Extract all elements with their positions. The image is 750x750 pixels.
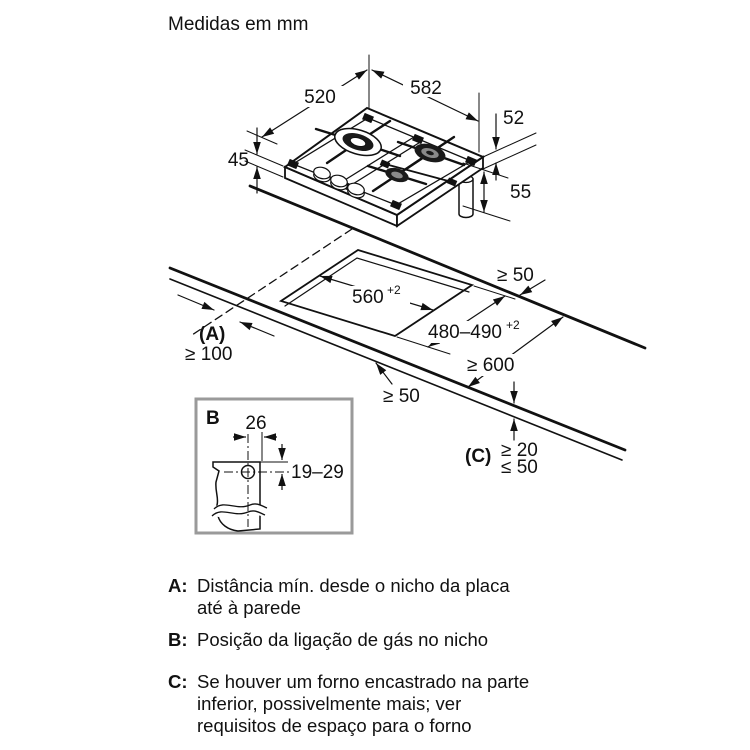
- inset-b-key: B: [206, 408, 220, 429]
- legend-key-b: B:: [168, 629, 188, 650]
- dimension-582: [372, 70, 478, 121]
- side-clearance-key: (A): [199, 324, 226, 345]
- legend-text-b: Posição da ligação de gás no nicho: [197, 629, 489, 650]
- legend-text-c: Se houver um forno encastrado na parte inferior, possivelmente mais; ver requisitos de espaço para o forno: [197, 671, 530, 736]
- legend-row-b: [168, 629, 488, 651]
- legend-key-c: C:: [168, 671, 188, 692]
- legend-key-a: A:: [168, 575, 188, 596]
- page-title: Medidas em mm: [168, 14, 309, 35]
- worktop-depth-label: ≥ 600: [467, 355, 515, 376]
- legend-row-a: [168, 575, 510, 619]
- thickness-min-label: ≥ 20: [501, 440, 538, 461]
- dimension-side-clearance: [178, 295, 274, 365]
- gas-offset-label: 26: [245, 413, 267, 434]
- front-clearance-label: ≥ 50: [383, 386, 420, 407]
- hob-depth-label: 520: [304, 87, 336, 108]
- cutout-depth-tolerance: +2: [506, 318, 520, 332]
- dimension-worktop-thickness: [465, 382, 538, 478]
- hob-below-counter-label: 55: [510, 182, 532, 203]
- thickness-max-label: ≤ 50: [501, 457, 538, 478]
- dimension-52: [496, 108, 524, 180]
- cutout-width-label: 560: [352, 287, 384, 308]
- cutout-depth-label: 480–490: [428, 322, 502, 343]
- side-clearance-label: ≥ 100: [185, 344, 233, 365]
- hob-profile-height-label: 52: [503, 108, 525, 129]
- legend-text-a: Distância mín. desde o nicho da placa até à parede: [197, 575, 510, 618]
- rear-clearance-label: ≥ 50: [497, 265, 534, 286]
- hob-isometric-drawing: [228, 55, 536, 226]
- thickness-key: (C): [465, 446, 492, 467]
- cutout-width-tolerance: +2: [387, 283, 401, 297]
- hob-edge-height-label: 45: [227, 150, 249, 171]
- dimension-45: [228, 128, 257, 193]
- legend-row-c: [168, 671, 529, 737]
- hob-width-label: 582: [410, 78, 442, 99]
- gas-height-range-label: 19–29: [291, 462, 344, 483]
- inset-detail-b: [196, 399, 352, 533]
